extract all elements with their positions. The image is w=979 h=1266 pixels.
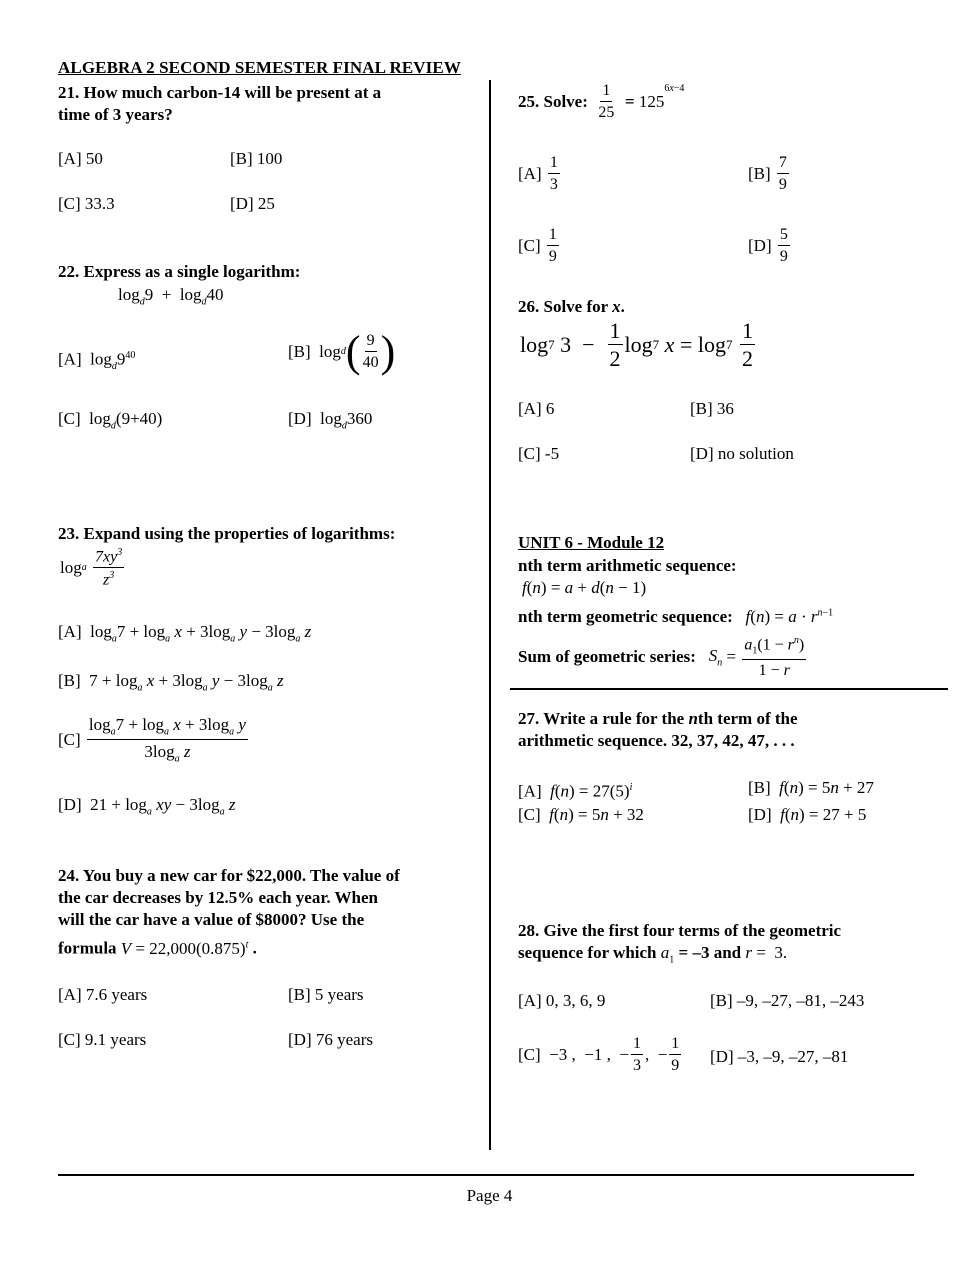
geom-formula: nth term geometric sequence: $f(n) = a \cdot r^{n-1}$ <box>518 607 834 626</box>
q24-prompt: 24. You buy a new car for $22,000. The value of the car decreases by 12.5% each year. When will the car have a value of $8000? Use the formula $V = 22,000(0.875)^t$ . <box>58 866 400 958</box>
q21-prompt: 21. How much carbon-14 will be present at a time of 3 years? <box>58 83 382 124</box>
q21-option-d[interactable]: [D] 25 <box>230 194 275 213</box>
q25-option-a[interactable]: [A] $\frac{1}{3}$ <box>518 154 558 193</box>
q23-expression: log a $\frac{7xy^3}{z^3}$ <box>60 547 123 589</box>
q22-expression: $\log_d9 + \log_d40$ <box>118 285 224 308</box>
q23-prompt: 23. Expand using the properties of logarithms: <box>58 524 396 543</box>
arith-formula-label: nth term arithmetic sequence: <box>518 556 737 575</box>
q26-option-a[interactable]: [A] 6 <box>518 399 555 418</box>
q22-option-c[interactable]: [C] $\log_d(9+40)$ <box>58 409 163 432</box>
q24-option-d[interactable]: [D] 76 years <box>288 1030 373 1049</box>
q22-option-d[interactable]: [D] $\log_d360$ <box>288 409 373 432</box>
q24-option-a[interactable]: [A] 7.6 years <box>58 985 148 1004</box>
arith-formula: f(n) = a + d(n − 1) <box>522 578 647 597</box>
page-title: ALGEBRA 2 SECOND SEMESTER FINAL REVIEW <box>58 58 461 77</box>
footer-divider <box>58 1174 914 1176</box>
q28-option-d[interactable]: [D] –3, –9, –27, –81 <box>710 1047 849 1066</box>
q28-option-c[interactable]: [C] −3 , −1 , − $\frac{1}{3}$ , − $\frac{1}{9}$ <box>518 1035 680 1074</box>
q26-option-d[interactable]: [D] no solution <box>690 444 794 463</box>
q22-option-a[interactable]: [A] $\log_d9^{40}$ <box>58 349 136 373</box>
q26-prompt: 26. Solve for x. <box>518 297 625 316</box>
q21-option-b[interactable]: [B] 100 <box>230 149 283 168</box>
q27-option-a[interactable]: [A] $f(n) = 27(5)^i$ <box>518 781 633 801</box>
q22-prompt: 22. Express as a single logarithm: <box>58 262 301 281</box>
q27-option-b[interactable]: [B] f(n) = 5n + 27 <box>748 778 874 797</box>
q25-option-c[interactable]: [C] $\frac{1}{9}$ <box>518 226 557 265</box>
q28-option-b[interactable]: [B] –9, –27, –81, –243 <box>710 991 865 1010</box>
q26-option-c[interactable]: [C] -5 <box>518 444 560 463</box>
q27-option-d[interactable]: [D] f(n) = 27 + 5 <box>748 805 867 824</box>
q26-equation: log 7 3 − $\frac{1}{2}$ log 7 x = log 7 $\frac{1}{2}$ <box>520 318 753 371</box>
q24-option-c[interactable]: [C] 9.1 years <box>58 1030 147 1049</box>
unit-divider <box>510 688 948 690</box>
q28-prompt: 28. Give the first four terms of the geometric sequence for which $a_1 = -3$ and r = 3. <box>518 921 842 966</box>
q27-prompt: 27. Write a rule for the nth term of the arithmetic sequence. 32, 37, 42, 47, . . . <box>518 709 798 750</box>
series-formula: Sum of geometric series: $S_n$ = $\frac{a_1(1 - r^n)}{1 - r}$ <box>518 635 805 679</box>
q23-option-d[interactable]: [D] $21 + \log_a$ xy − $3\log_a$ z <box>58 795 236 818</box>
unit-heading: UNIT 6 - Module 12 <box>518 533 665 552</box>
q23-option-c[interactable]: [C] $\frac{\log_a7 + \log_a x + 3\log_a y}{3\log_a z}$ <box>58 715 246 765</box>
page-number: Page 4 <box>466 1186 513 1205</box>
q23-option-b[interactable]: [B] $7 + \log_a x + 3\log_a$ $y - 3\log_a$ z <box>58 671 284 694</box>
q24-option-b[interactable]: [B] 5 years <box>288 985 364 1004</box>
q23-option-a[interactable]: [A] $\log_a7 + \log_a x + 3\log_a$ $y - 3\log_a$ z <box>58 622 312 645</box>
q25-prompt: 25. Solve: $\frac{1}{25}$ = 125 $^{6x -4}$ <box>518 82 685 121</box>
q28-option-a[interactable]: [A] 0, 3, 6, 9 <box>518 991 606 1010</box>
q27-option-c[interactable]: [C] f(n) = 5n + 32 <box>518 805 644 824</box>
q21-option-c[interactable]: [C] 33.3 <box>58 194 115 213</box>
q21-option-a[interactable]: [A] 50 <box>58 149 103 168</box>
q22-option-b[interactable]: [B] log d ( $\frac{9}{40}$ ) <box>288 327 396 376</box>
q26-option-b[interactable]: [B] 36 <box>690 399 734 418</box>
column-divider <box>489 80 491 1150</box>
q25-option-d[interactable]: [D] $\frac{5}{9}$ <box>748 226 788 265</box>
q25-option-b[interactable]: [B] $\frac{7}{9}$ <box>748 154 787 193</box>
